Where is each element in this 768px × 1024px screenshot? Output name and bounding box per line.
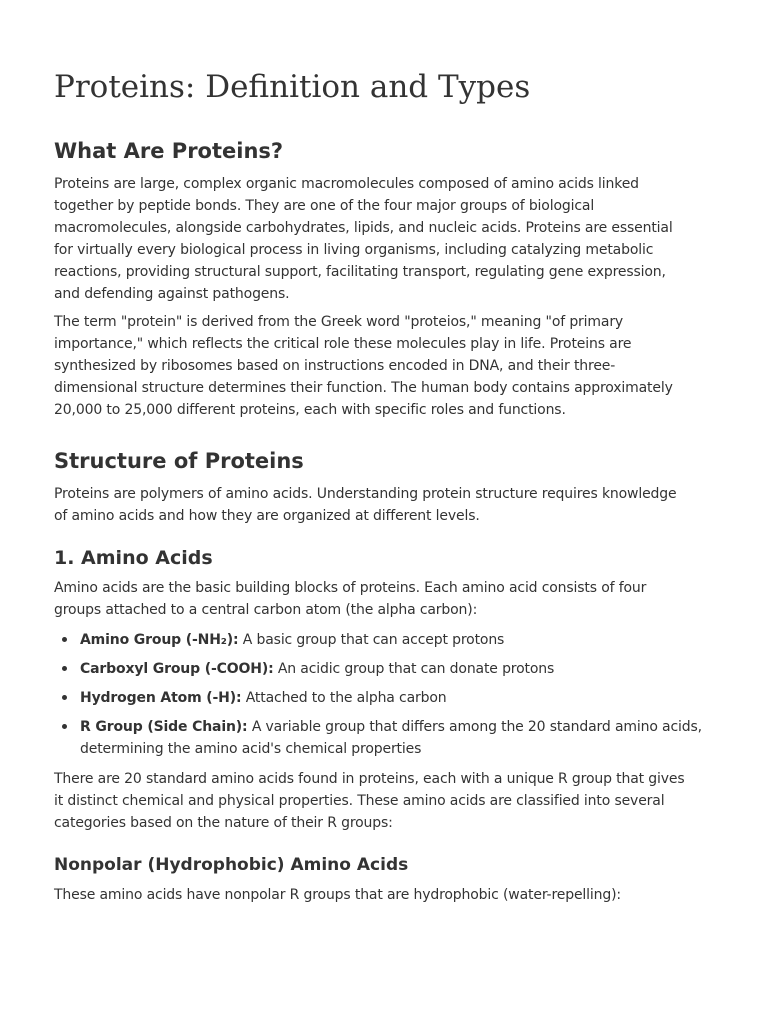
heading-structure-of-proteins: Structure of Proteins <box>54 449 304 473</box>
text-line: of amino acids and how they are organized at different levels. <box>54 508 480 524</box>
list-item-term: Carboxyl Group (-COOH): <box>80 661 274 677</box>
paragraph-twenty-amino-acids <box>54 768 716 834</box>
list-item <box>62 629 716 651</box>
text-line: There are 20 standard amino acids found in proteins, each with a unique R group that gives <box>54 771 685 787</box>
list-item-desc: A basic group that can accept protons <box>238 632 505 648</box>
page-title: Proteins: Definition and Types <box>54 69 531 105</box>
text-line: Amino acids are the basic building blocks of proteins. Each amino acid consists of four <box>54 580 647 596</box>
text-line: and defending against pathogens. <box>54 286 290 302</box>
bullet-icon <box>62 724 67 729</box>
list-item <box>62 658 716 680</box>
text-line: importance," which reflects the critical role these molecules play in life. Proteins are <box>54 336 632 352</box>
list-item-desc: A variable group that differs among the 20 standard amino acids, <box>247 719 702 735</box>
text-line: 20,000 to 25,000 different proteins, each with specific roles and functions. <box>54 402 566 418</box>
paragraph-structure-intro <box>54 483 716 527</box>
paragraph-nonpolar-intro <box>54 884 716 906</box>
heading-nonpolar-amino-acids: Nonpolar (Hydrophobic) Amino Acids <box>54 855 409 875</box>
list-item-term: R Group (Side Chain): <box>80 719 248 735</box>
heading-what-are-proteins: What Are Proteins? <box>54 139 284 163</box>
heading-amino-acids: 1. Amino Acids <box>54 547 213 569</box>
text-line: for virtually every biological process in living organisms, including catalyzing metabolic <box>54 242 654 258</box>
text-line: it distinct chemical and physical properties. These amino acids are classified into several <box>54 793 665 809</box>
text-line: Proteins are large, complex organic macromolecules composed of amino acids linked <box>54 176 639 192</box>
paragraph-proteins-definition <box>54 173 716 305</box>
list-item-term: Amino Group (-NH₂): <box>80 632 239 648</box>
list-item-desc: Attached to the alpha carbon <box>241 690 447 706</box>
text-line: macromolecules, alongside carbohydrates, lipids, and nucleic acids. Proteins are essential <box>54 220 673 236</box>
list-item-desc: An acidic group that can donate protons <box>273 661 555 677</box>
list-item <box>62 687 716 709</box>
text-line: reactions, providing structural support, facilitating transport, regulating gene expression, <box>54 264 666 280</box>
text-line: Proteins are polymers of amino acids. Understanding protein structure requires knowledge <box>54 486 677 502</box>
text-line: dimensional structure determines their function. The human body contains approximately <box>54 380 673 396</box>
list-item-desc-continued: determining the amino acid's chemical properties <box>80 741 422 757</box>
bullet-icon <box>62 695 67 700</box>
bullet-icon <box>62 637 67 642</box>
paragraph-term-origin <box>54 311 716 421</box>
text-line: The term "protein" is derived from the Greek word "proteios," meaning "of primary <box>54 314 624 330</box>
amino-acid-groups-list <box>62 629 716 767</box>
text-line: categories based on the nature of their R groups: <box>54 815 393 831</box>
text-line: These amino acids have nonpolar R groups that are hydrophobic (water-repelling): <box>54 887 621 903</box>
text-line: synthesized by ribosomes based on instructions encoded in DNA, and their three- <box>54 358 616 374</box>
bullet-icon <box>62 666 67 671</box>
text-line: groups attached to a central carbon atom (the alpha carbon): <box>54 602 478 618</box>
text-line: together by peptide bonds. They are one of the four major groups of biological <box>54 198 595 214</box>
list-item <box>62 716 716 760</box>
paragraph-amino-acids-intro <box>54 577 716 621</box>
list-item-term: Hydrogen Atom (-H): <box>80 690 242 706</box>
